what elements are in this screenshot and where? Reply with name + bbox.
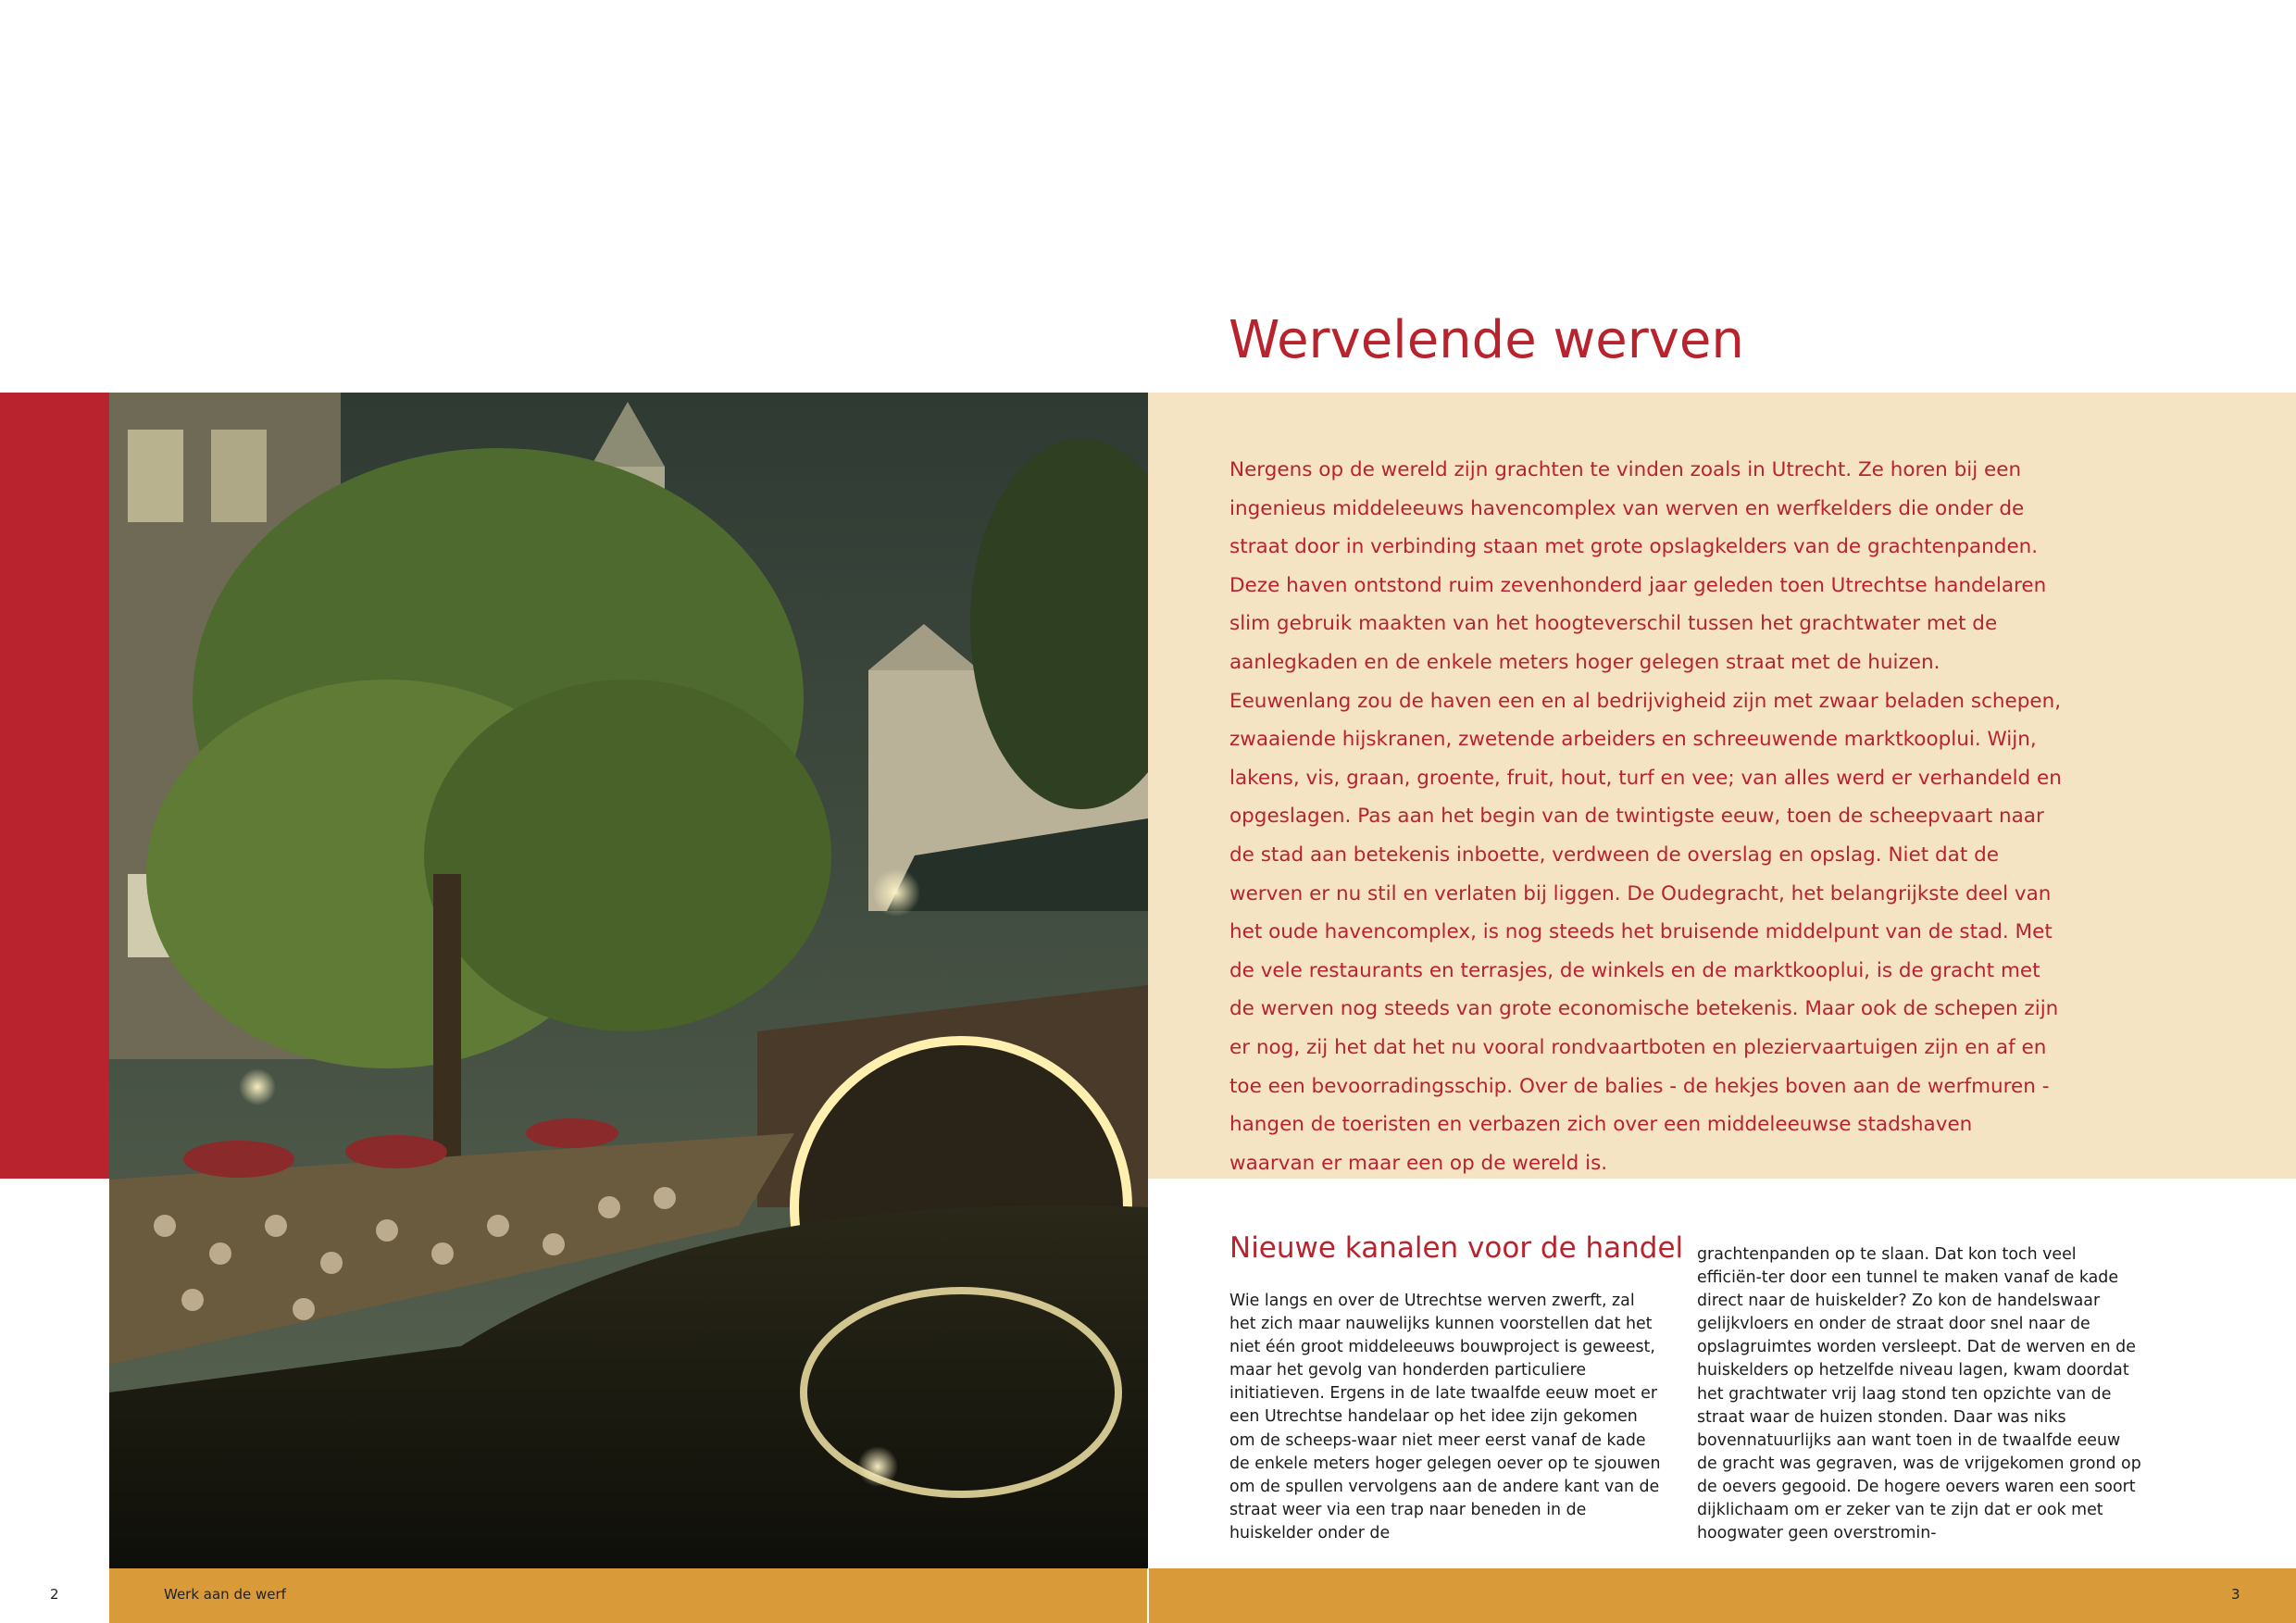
page-number-right: 3 xyxy=(2231,1586,2240,1603)
footer-bar-right xyxy=(1149,1568,2296,1623)
running-footer-title: Werk aan de werf xyxy=(164,1586,286,1603)
body-column-left: Wie langs en over de Utrechtse werven zwerft, zal het zich maar nauwelijks kunnen voorstellen dat het niet één groot middeleeuws bouwproject is geweest, maar het gevolg van honderden particuliere initiatieven. Ergens in de late twaalfde eeuw moet er een Utrechtse handelaar op het idee zijn gekomen om de scheeps-waar niet meer eerst vanaf de kade de enkele meters hoger gelegen oever op te sjouwen om de spullen vervolgens aan de andere kant van de straat weer via een trap naar beneden in de huiskelder onder de xyxy=(1229,1292,1661,1542)
body-column-right: grachtenpanden op te slaan. Dat kon toch veel efficiën-ter door een tunnel te maken vanaf de kade direct naar de huiskelder? Zo kon de handelswaar gelijkvloers en onder de straat door snel naar de opslagruimtes worden versleept. Dat de werven en de huiskelders op hetzelfde niveau lagen, kwam doordat het grachtwater vrij laag stond ten opzichte van de straat waar de huizen stonden. Daar was niks bovennatuurlijks aan want toen in de twaalfde eeuw de gracht was gegraven, was de vrijgekomen grond op de oevers gegooid. De hogere oevers waren een soort dijklichaam om er zeker van te zijn dat er ook met hoogwater geen overstromin- xyxy=(1697,1245,2141,1543)
canal-night-photo xyxy=(109,393,1148,1568)
page-number-left: 2 xyxy=(50,1586,59,1603)
red-accent-band xyxy=(0,393,109,1179)
intro-paragraph: Nergens op de wereld zijn grachten te vinden zoals in Utrecht. Ze horen bij een ingenieus middeleeuws havencomplex van werven en werfkelders die onder de straat door in verbinding staan met grote opslagkelders van de grachtenpanden. Deze haven ontstond ruim zevenhonderd jaar geleden toen Utrechtse handelaren slim gebruik maakten van het hoogteverschil tussen het grachtwater met de aanlegkaden en de enkele meters hoger gelegen straat met de huizen. Eeuwenlang zou de haven een en al bedrijvigheid zijn met zwaar beladen schepen, zwaaiende hijskranen, zwetende arbeiders en schreeuwende marktkooplui. Wijn, lakens, vis, graan, groente, fruit, hout, turf en vee; van alles werd er verhandeld en opgeslagen. Pas aan het begin van de twintigste eeuw, toen de scheepvaart naar de stad aan betekenis inboette, verdween de overslag en opslag. Niet dat de werven er nu stil en verlaten bij liggen. De Oudegracht, het belangrijkste deel van het oude havencomplex, is nog steeds het bruisende middelpunt van de stad. Met de vele restaurants en terrasjes, de winkels en de marktkooplui, is de gracht met de werven nog steeds van grote economische betekenis. Maar ook de schepen zijn er nog, zij het dat het nu vooral rondvaartboten en pleziervaartuigen zijn en af en toe een bevoorradingsschip. Over de balies - de hekjes boven aan de werfmuren - hangen de toeristen en verbazen zich over een middeleeuwse stadshaven waarvan er maar een op de wereld is. xyxy=(1229,458,2062,1175)
article-title: Wervelende werven xyxy=(1229,310,1744,370)
section-heading: Nieuwe kanalen voor de handel xyxy=(1229,1231,1684,1265)
